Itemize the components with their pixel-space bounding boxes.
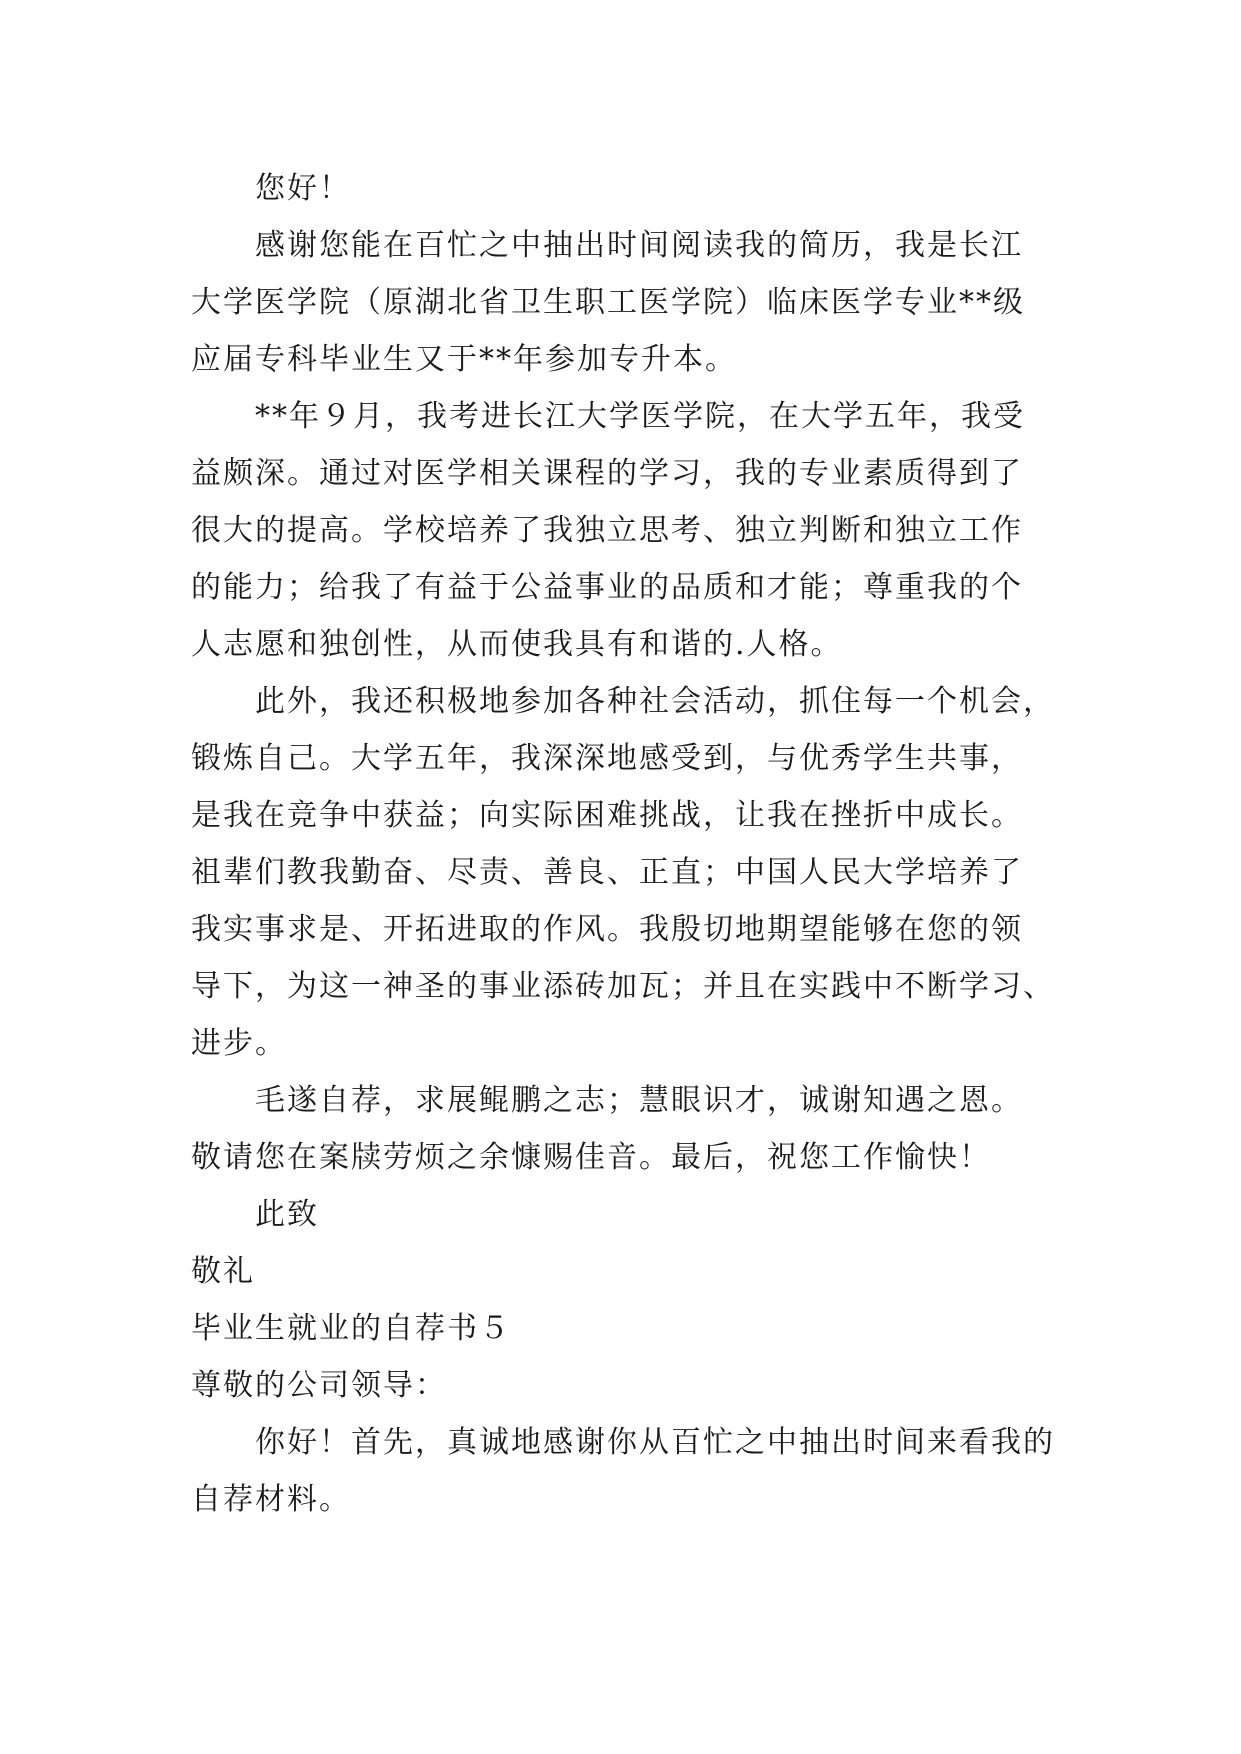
paragraph-line: 敬请您在案牍劳烦之余慷赐佳音。最后，祝您工作愉快！ [191,1140,991,1175]
paragraph-line: 自荐材料。 [191,1482,351,1517]
closing-salute: 敬礼 [191,1254,255,1289]
paragraph-line: 应届专科毕业生又于**年参加专升本。 [191,342,737,377]
paragraph-line: 是我在竞争中获益；向实际困难挑战，让我在挫折中成长。 [191,798,1023,833]
paragraph-line: 导下，为这一神圣的事业添砖加瓦；并且在实践中不断学习、 [191,969,1055,1004]
salutation-line: 尊敬的公司领导： [191,1368,447,1403]
paragraph-line: 益颇深。通过对医学相关课程的学习，我的专业素质得到了 [191,456,1023,491]
paragraph-line: 此外，我还积极地参加各种社会活动，抓住每一个机会， [255,684,1055,719]
section-title: 毕业生就业的自荐书５ [191,1311,511,1346]
paragraph-line: 毛遂自荐，求展鲲鹏之志；慧眼识才，诚谢知遇之恩。 [255,1083,1023,1118]
paragraph-line: 很大的提高。学校培养了我独立思考、独立判断和独立工作 [191,513,1023,548]
paragraph-line: 进步。 [191,1026,287,1061]
paragraph-line: 感谢您能在百忙之中抽出时间阅读我的简历，我是长江 [255,228,1023,263]
paragraph-line: 人志愿和独创性，从而使我具有和谐的.人格。 [191,627,843,662]
paragraph-line: 的能力；给我了有益于公益事业的品质和才能；尊重我的个 [191,570,1023,605]
letter-body [191,160,1055,1528]
closing-line: 此致 [255,1197,319,1232]
paragraph-line: 锻炼自己。大学五年，我深深地感受到，与优秀学生共事， [191,741,1023,776]
paragraph-line: 我实事求是、开拓进取的作风。我殷切地期望能够在您的领 [191,912,1023,947]
greeting-line: 您好！ [255,171,351,206]
paragraph-line: 大学医学院（原湖北省卫生职工医学院）临床医学专业**级 [191,285,1025,320]
paragraph-line: 你好！首先，真诚地感谢你从百忙之中抽出时间来看我的 [255,1425,1055,1460]
paragraph-line: **年９月，我考进长江大学医学院，在大学五年，我受 [255,399,1025,434]
paragraph-line: 祖辈们教我勤奋、尽责、善良、正直；中国人民大学培养了 [191,855,1023,890]
